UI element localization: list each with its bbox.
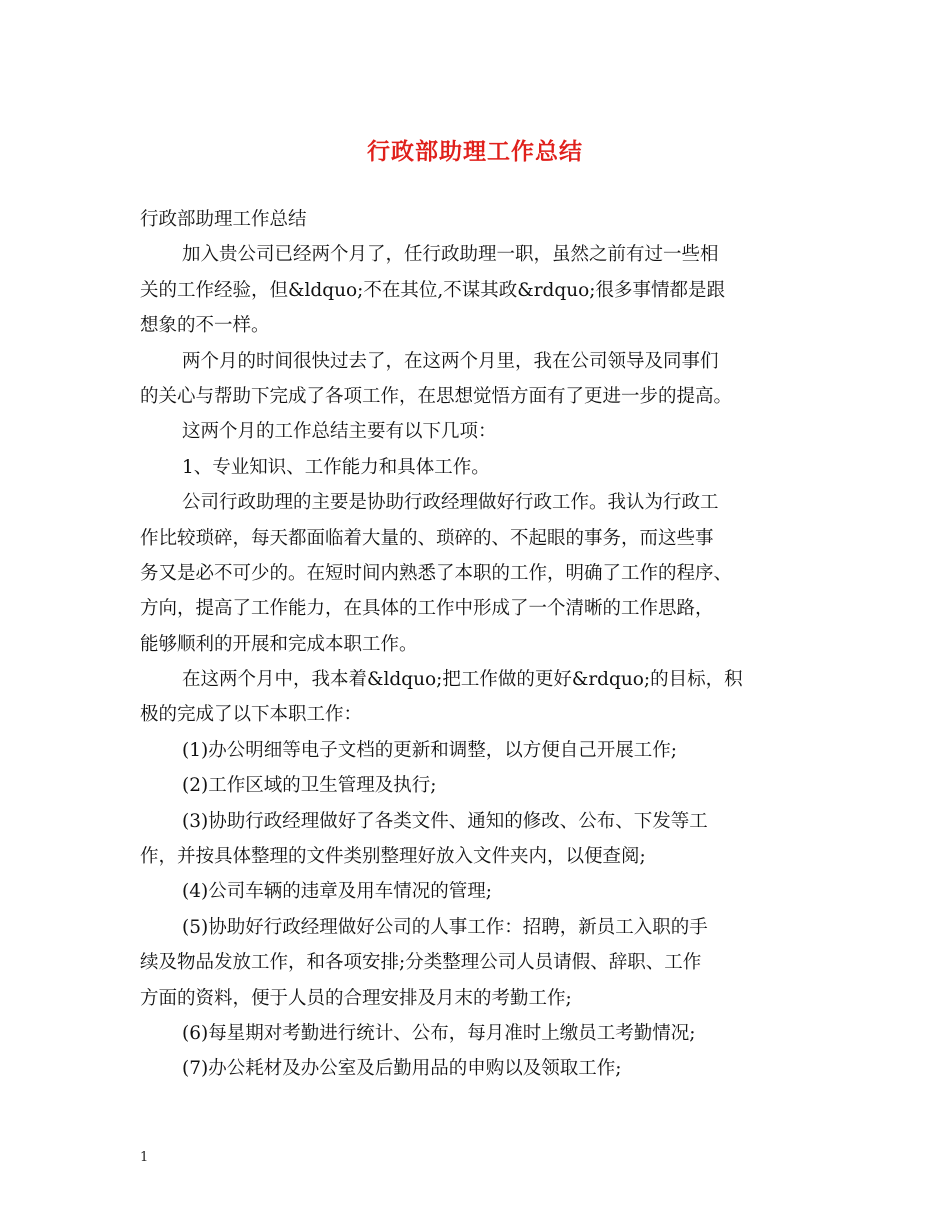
body-line: 方向，提高了工作能力，在具体的工作中形成了一个清晰的工作思路， bbox=[140, 598, 714, 620]
body-line: 加入贵公司已经两个月了，任行政助理一职，虽然之前有过一些相 bbox=[182, 244, 719, 266]
body-line: (4)公司车辆的违章及用车情况的管理; bbox=[182, 881, 492, 903]
body-line: 公司行政助理的主要是协助行政经理做好行政工作。我认为行政工 bbox=[182, 492, 719, 514]
page-number: 1 bbox=[140, 1150, 149, 1165]
body-line: 关的工作经验，但&ldquo;不在其位,不谋其政&rdquo;很多事情都是跟 bbox=[140, 279, 726, 301]
body-line: 务又是必不可少的。在短时间内熟悉了本职的工作，明确了工作的程序、 bbox=[140, 562, 733, 584]
body-line: (6)每星期对考勤进行统计、公布，每月准时上缴员工考勤情况; bbox=[182, 1022, 696, 1044]
body-line: 在这两个月中，我本着&ldquo;把工作做的更好&rdquo;的目标，积 bbox=[182, 669, 743, 691]
document-title: 行政部助理工作总结 bbox=[367, 138, 583, 165]
body-line: (7)办公耗材及办公室及后勤用品的申购以及领取工作; bbox=[182, 1058, 622, 1080]
body-line: 续及物品发放工作，和各项安排;分类整理公司人员请假、辞职、工作 bbox=[140, 952, 702, 974]
body-line: 极的完成了以下本职工作： bbox=[140, 704, 363, 726]
body-line: 能够顺利的开展和完成本职工作。 bbox=[140, 633, 418, 655]
body-line: 这两个月的工作总结主要有以下几项： bbox=[182, 421, 497, 443]
body-line: 方面的资料，便于人员的合理安排及月末的考勤工作; bbox=[140, 987, 572, 1009]
body-line: 的关心与帮助下完成了各项工作，在思想觉悟方面有了更进一步的提高。 bbox=[140, 385, 733, 407]
body-line: 想象的不一样。 bbox=[140, 315, 270, 337]
body-line: 两个月的时间很快过去了，在这两个月里，我在公司领导及同事们 bbox=[182, 350, 719, 372]
body-line: 1、专业知识、工作能力和具体工作。 bbox=[182, 456, 490, 478]
body-line: (2)工作区域的卫生管理及执行; bbox=[182, 775, 437, 797]
body-line: (1)办公明细等电子文档的更新和调整，以方便自己开展工作; bbox=[182, 739, 677, 761]
body-line: 作比较琐碎，每天都面临着大量的、琐碎的、不起眼的事务，而这些事 bbox=[140, 527, 714, 549]
body-line: 作，并按具体整理的文件类别整理好放入文件夹内，以便查阅; bbox=[140, 846, 646, 868]
document-body bbox=[140, 202, 820, 1087]
body-line: (5)协助好行政经理做好公司的人事工作：招聘，新员工入职的手 bbox=[182, 916, 708, 938]
body-line: 行政部助理工作总结 bbox=[140, 209, 307, 230]
body-line: (3)协助行政经理做好了各类文件、通知的修改、公布、下发等工 bbox=[182, 810, 708, 832]
